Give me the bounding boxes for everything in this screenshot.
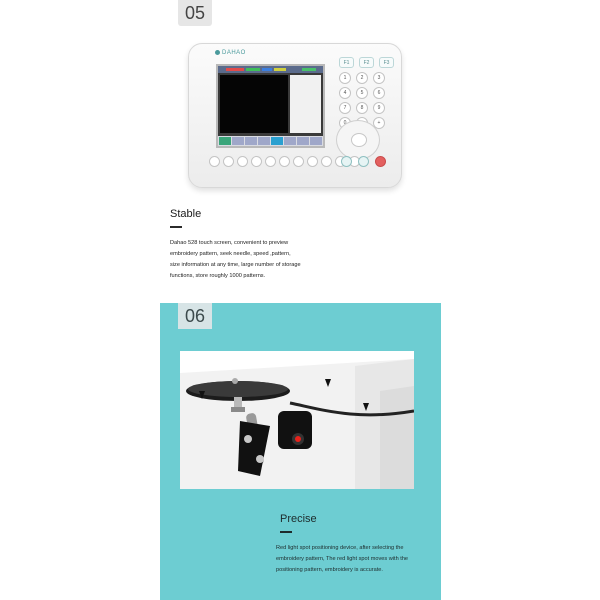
section-06-description [276, 543, 408, 576]
f3-key: F3 [379, 57, 394, 68]
controller-logo: DAHAO [215, 50, 246, 56]
f2-key: F2 [359, 57, 374, 68]
f1-key: F1 [339, 57, 354, 68]
controller-touch-screen [216, 64, 325, 148]
numpad-key: 4 [339, 87, 351, 99]
numpad-key: 6 [373, 87, 385, 99]
description-line: functions, store roughly 1000 patterns. [170, 273, 266, 279]
screen-info-panel [290, 75, 321, 133]
numpad-key: 8 [356, 102, 368, 114]
section-05-description [170, 238, 301, 282]
description-line: embroidery pattern, seek needle, speed ,pattern, [170, 251, 291, 257]
numpad-key: 7 [339, 102, 351, 114]
section-06-badge: 06 [178, 303, 212, 329]
numpad-key: + [373, 117, 385, 129]
section-05-badge: 05 [178, 0, 212, 26]
section-06-heading: Precise [280, 513, 317, 525]
section-05-underline [170, 226, 182, 228]
description-line: Dahao 528 touch screen, convenient to preview [170, 240, 289, 246]
direction-pad [336, 120, 380, 160]
numpad-key: 1 [339, 72, 351, 84]
screen-pattern-area [220, 75, 288, 133]
function-keys [339, 57, 394, 68]
controller-red-button [375, 156, 386, 167]
controller-teal-button [341, 156, 352, 167]
embroidery-controller-photo [188, 43, 402, 188]
red-light-positioner-photo [180, 351, 414, 489]
screen-toolbar [218, 136, 323, 146]
section-06-panel [160, 303, 441, 600]
section-05-heading: Stable [170, 208, 202, 220]
controller-teal-button [358, 156, 369, 167]
controller-bottom-buttons [209, 156, 360, 167]
numpad-key: 9 [373, 102, 385, 114]
description-line: Red light spot positioning device, after selecting the [276, 545, 404, 551]
section-06-underline [280, 531, 292, 533]
numpad-key: 3 [373, 72, 385, 84]
numpad-key: 2 [356, 72, 368, 84]
numpad-key: 5 [356, 87, 368, 99]
description-line: positioning pattern, embroidery is accurate. [276, 567, 383, 573]
description-line: size information at any time, large number of storage [170, 262, 301, 268]
description-line: embroidery pattern, The red light spot moves with the [276, 556, 409, 562]
screen-top-bar [218, 66, 323, 73]
